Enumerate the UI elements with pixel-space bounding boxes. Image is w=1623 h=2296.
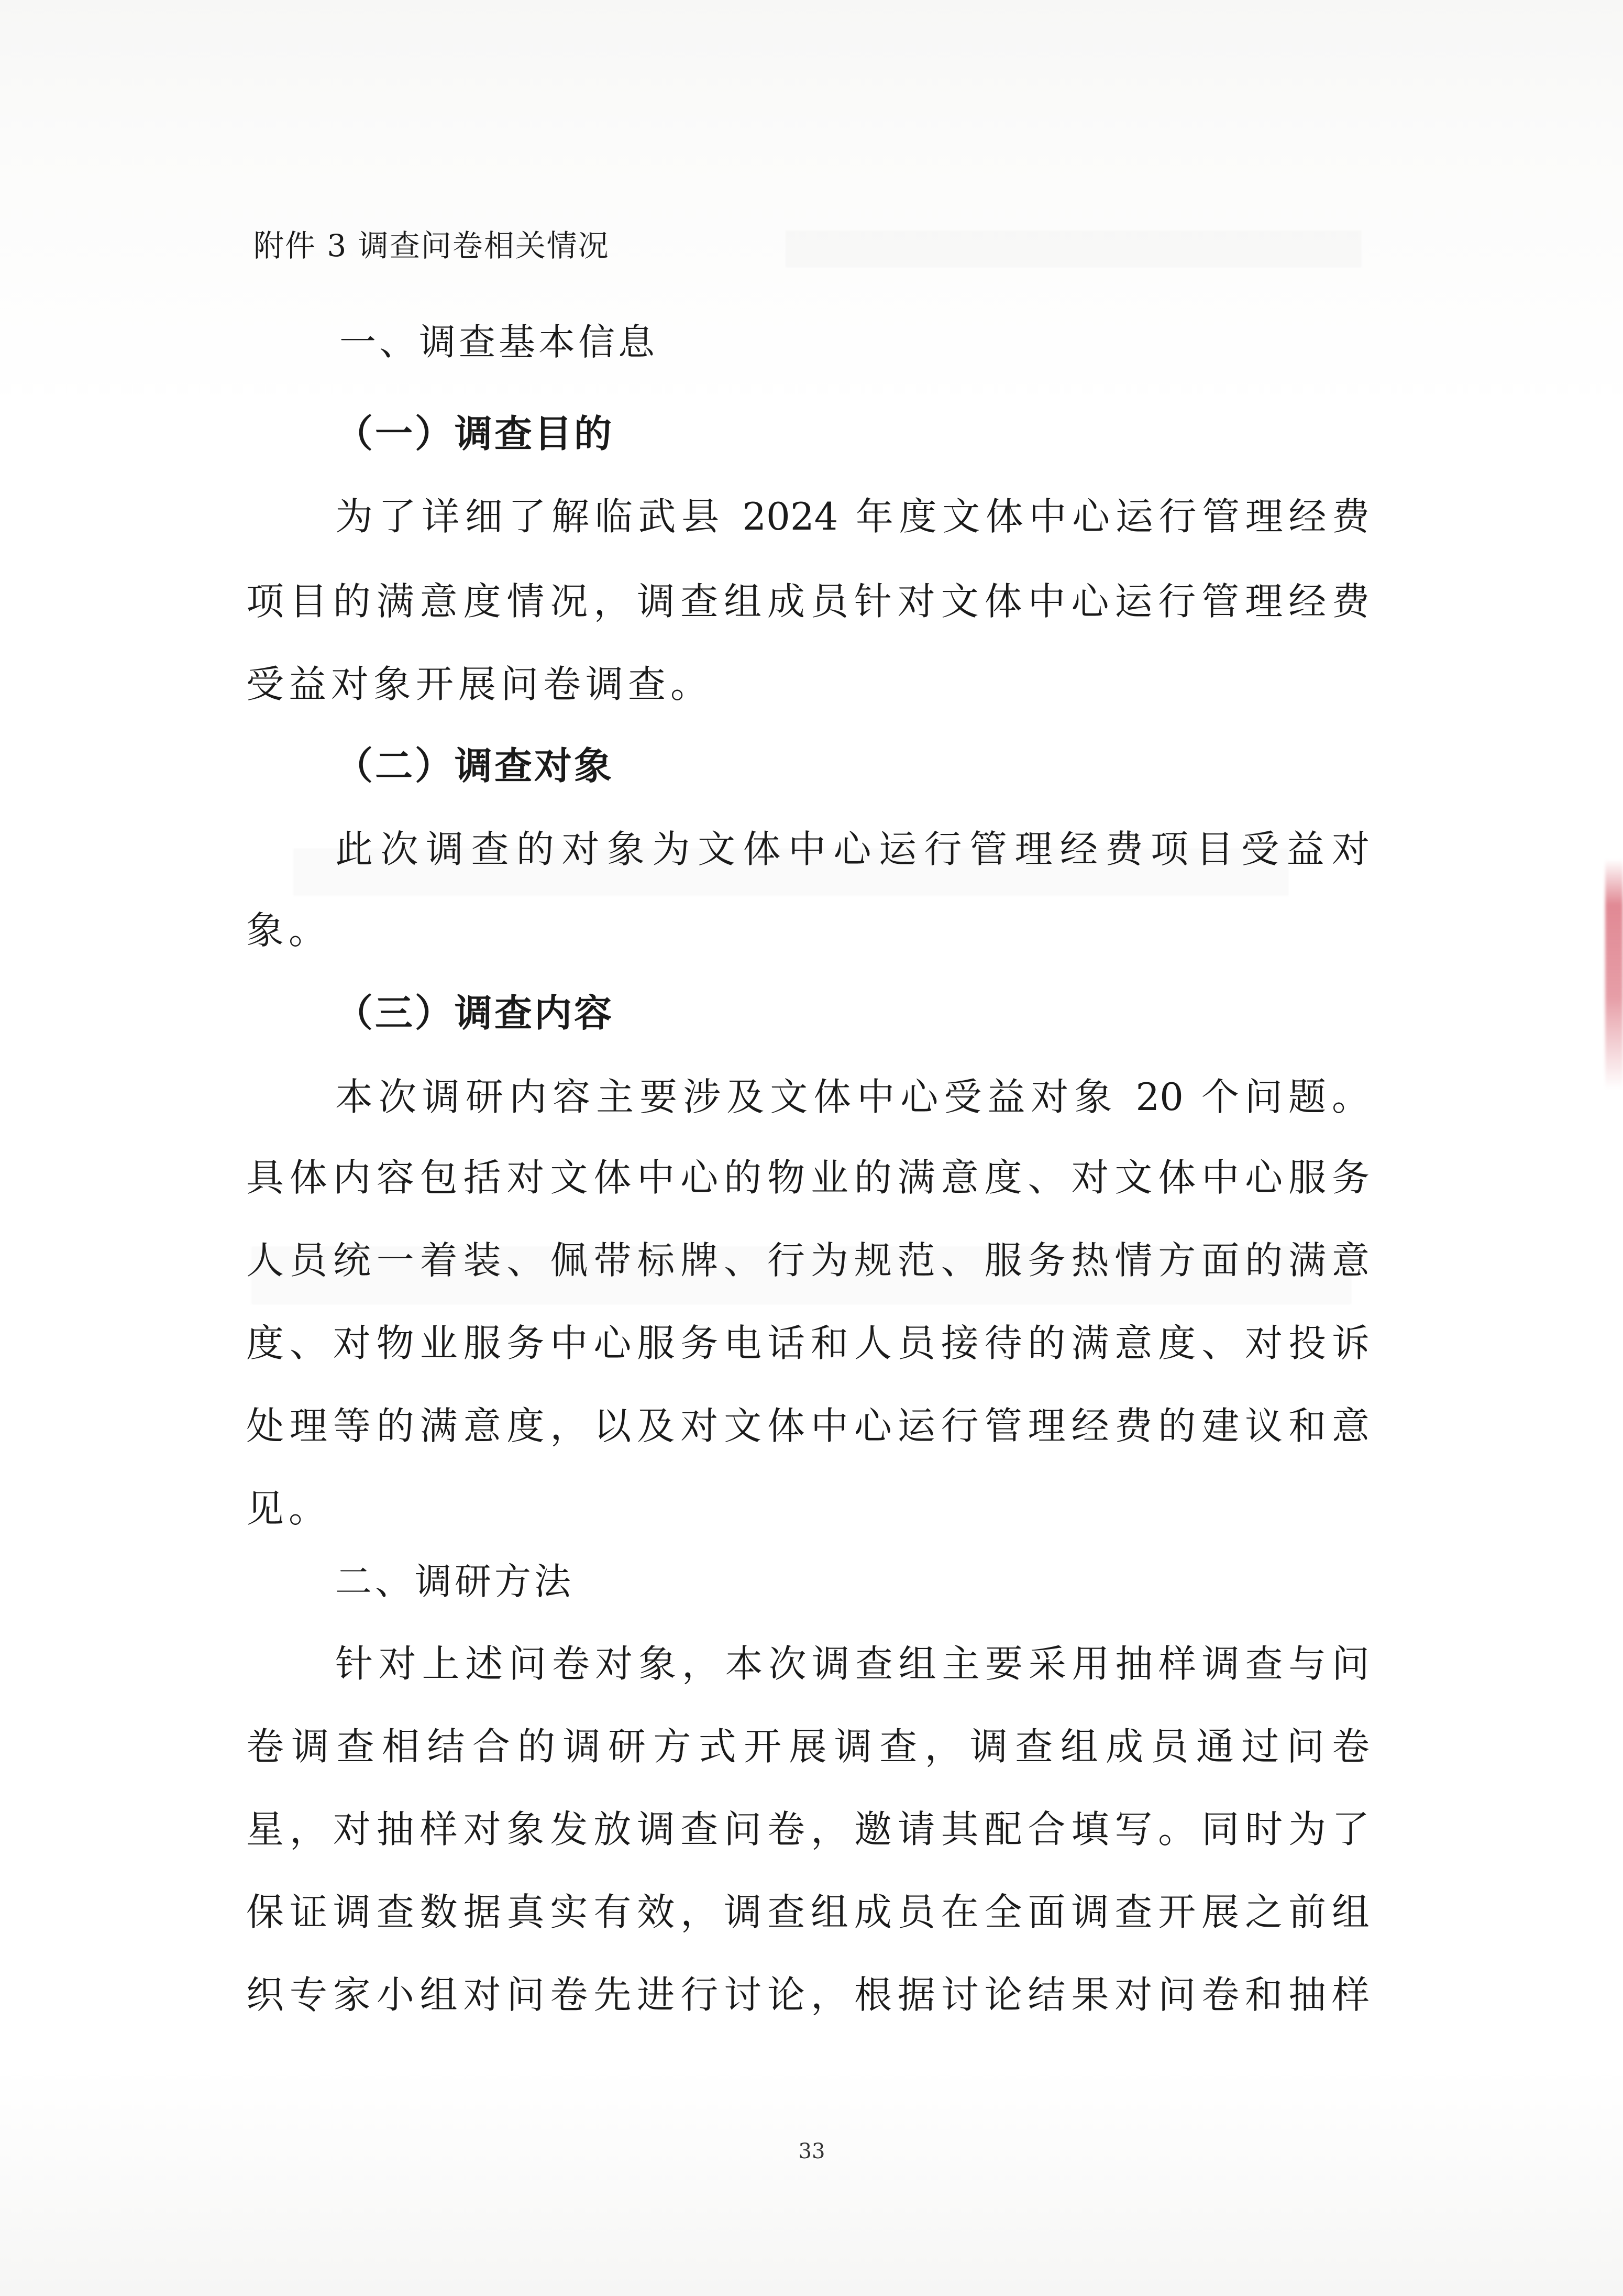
method-line-2: 卷调查相结合的调研方式开展调查，调查组成员通过问卷 bbox=[246, 1724, 1370, 1768]
attachment-title: 附件 3 调查问卷相关情况 bbox=[253, 228, 610, 263]
subheading-content: （三）调查内容 bbox=[335, 991, 614, 1035]
bleed-through-shadow bbox=[786, 230, 1362, 267]
content-line-3: 人员统一着装、佩带标牌、行为规范、服务热情方面的满意 bbox=[246, 1238, 1370, 1282]
target-line-1: 此次调查的对象为文体中心运行管理经费项目受益对 bbox=[335, 827, 1370, 871]
section-heading-basic-info: 一、调查基本信息 bbox=[339, 321, 658, 364]
content-line-2: 具体内容包括对文体中心的物业的满意度、对文体中心服务 bbox=[246, 1156, 1370, 1200]
content-line-1: 本次调研内容主要涉及文体中心受益对象 20 个问题。 bbox=[335, 1075, 1370, 1119]
purpose-line-3: 受益对象开展问卷调查。 bbox=[246, 662, 713, 706]
page-number: 33 bbox=[798, 2139, 825, 2163]
method-line-3: 星，对抽样对象发放调查问卷，邀请其配合填写。同时为了 bbox=[246, 1807, 1370, 1851]
content-line-5: 处理等的满意度，以及对文体中心运行管理经费的建议和意 bbox=[246, 1404, 1370, 1448]
method-line-5: 织专家小组对问卷先进行讨论，根据讨论结果对问卷和抽样 bbox=[246, 1973, 1370, 2017]
purpose-line-1: 为了详细了解临武县 2024 年度文体中心运行管理经费 bbox=[335, 495, 1370, 539]
target-line-2: 象。 bbox=[246, 908, 332, 952]
content-line-4: 度、对物业服务中心服务电话和人员接待的满意度、对投诉 bbox=[246, 1321, 1370, 1365]
subheading-purpose: （一）调查目的 bbox=[335, 412, 614, 456]
method-line-1: 针对上述问卷对象，本次调查组主要采用抽样调查与问 bbox=[335, 1642, 1370, 1686]
section-heading-method: 二、调研方法 bbox=[335, 1560, 574, 1603]
content-line-6: 见。 bbox=[246, 1487, 332, 1531]
subheading-target: （二）调查对象 bbox=[335, 744, 614, 788]
purpose-line-2: 项目的满意度情况，调查组成员针对文体中心运行管理经费 bbox=[246, 579, 1370, 623]
red-stamp-edge bbox=[1605, 859, 1623, 1090]
method-line-4: 保证调查数据真实有效，调查组成员在全面调查开展之前组 bbox=[246, 1890, 1370, 1934]
